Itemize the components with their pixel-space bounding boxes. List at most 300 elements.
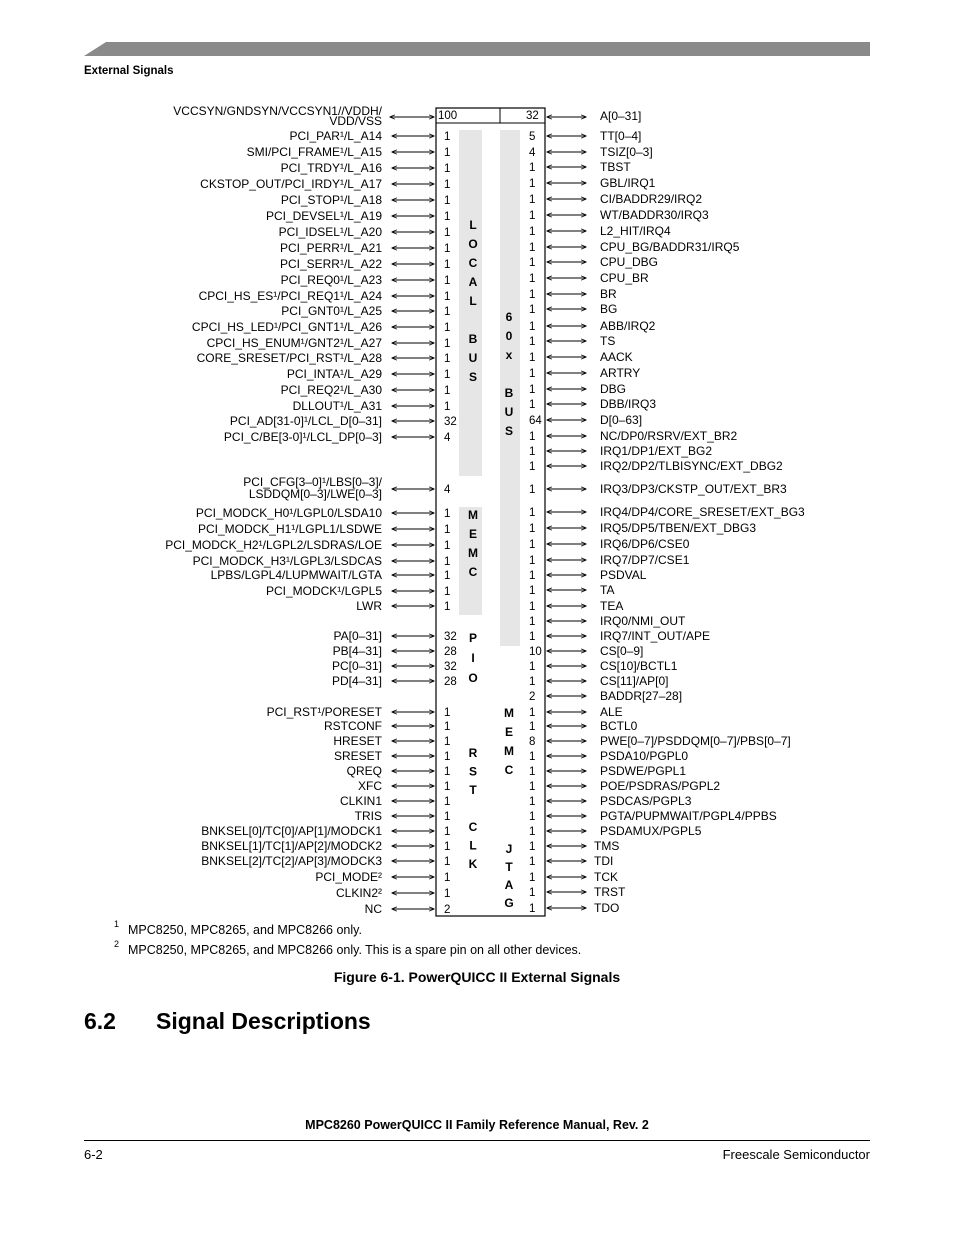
pin-count: 1 — [444, 781, 451, 793]
pin-label: CPU_BR — [600, 271, 649, 285]
pin-label: PCI_CFG[3–0]¹/LBS[0–3]/ — [243, 475, 382, 489]
left-pin-row — [347, 764, 451, 778]
footer-rule — [84, 1140, 870, 1141]
right-pin-row — [529, 160, 631, 174]
pin-label: PSDWE/PGPL1 — [600, 764, 687, 778]
right-pin-row — [529, 176, 656, 190]
left-pin-row — [197, 351, 451, 365]
pin-count: 1 — [529, 484, 536, 496]
pin-count: 28 — [444, 676, 457, 688]
pin-label: IRQ3/DP3/CKSTP_OUT/EXT_BR3 — [600, 482, 787, 496]
pin-label: PGTA/PUPMWAIT/PGPL4/PPBS — [600, 809, 777, 823]
pin-count: 1 — [444, 556, 451, 568]
left-pin-group — [165, 129, 457, 916]
address-pin-count: 32 — [526, 110, 539, 122]
footnote-mark: 1 — [114, 919, 120, 929]
left-pin-row — [365, 902, 451, 916]
pin-label: BADDR[27–28] — [600, 689, 683, 703]
pin-count: 32 — [444, 661, 457, 673]
pin-count: 1 — [529, 585, 536, 597]
pin-label: PCI_INTA¹/L_A29 — [286, 367, 382, 381]
top-pins — [173, 104, 641, 128]
power-pin-count: 100 — [438, 110, 458, 122]
right-pin-row — [529, 459, 783, 473]
pin-label: TRST — [594, 885, 626, 899]
pin-count: 1 — [529, 523, 536, 535]
memc-letter: C — [504, 763, 514, 777]
pin-label: PB[4–31] — [332, 644, 382, 658]
pin-label: PCI_AD[31-0]¹/LCL_D[0–31] — [229, 414, 382, 428]
pin-label: PCI_RST¹/PORESET — [266, 705, 382, 719]
pin-label: PCI_PAR¹/L_A14 — [289, 129, 382, 143]
pin-count: 1 — [529, 289, 536, 301]
pin-label: SRESET — [333, 749, 382, 763]
pin-label: TSIZ[0–3] — [600, 145, 653, 159]
pin-count: 1 — [444, 570, 451, 582]
pin-count: 1 — [444, 369, 451, 381]
left-pin-row — [333, 734, 450, 748]
right-pin-row — [529, 537, 690, 551]
pin-count: 1 — [529, 811, 536, 823]
pin-count: 2 — [444, 904, 451, 916]
rst-clk-letter: K — [468, 857, 478, 871]
local-bus-letter: U — [468, 351, 478, 365]
pin-count: 1 — [444, 275, 451, 287]
pin-count: 1 — [444, 508, 451, 520]
pio-letter: I — [471, 651, 475, 665]
right-pin-row — [529, 629, 710, 643]
pin-label: CLKIN1 — [339, 794, 382, 808]
pin-label: PSDVAL — [600, 568, 647, 582]
pin-label: BR — [600, 287, 617, 301]
right-pin-row — [529, 366, 640, 380]
pin-count: 1 — [529, 841, 536, 853]
pin-count: 2 — [529, 691, 536, 703]
local-bus-letter: L — [469, 294, 477, 308]
left-pin-row — [266, 209, 450, 223]
pin-label: PCI_SERR¹/L_A22 — [279, 257, 382, 271]
right-pin-row — [529, 885, 626, 899]
pin-label: BCTL0 — [600, 719, 638, 733]
pin-label: TCK — [594, 870, 618, 884]
local-bus-letter: L — [469, 218, 477, 232]
pin-label: LSDDQM[0–3]/LWE[0–3] — [248, 487, 382, 501]
pin-count: 8 — [529, 736, 536, 748]
pio-letter: P — [468, 631, 478, 645]
pin-count: 1 — [529, 399, 536, 411]
pin-label: DBB/IRQ3 — [600, 397, 657, 411]
pin-label: IRQ7/INT_OUT/APE — [600, 629, 711, 643]
right-pin-row — [529, 334, 615, 348]
pin-label: PCI_MODCK_H0¹/LGPL0/LSDA10 — [195, 506, 382, 520]
right-pin-row — [529, 413, 642, 427]
rst-clk-letter: C — [468, 820, 478, 834]
jtag-letter: T — [505, 860, 513, 874]
pin-count: 32 — [444, 416, 457, 428]
left-pin-row — [165, 538, 450, 552]
left-pin-row — [281, 273, 451, 287]
pin-count: 1 — [529, 336, 536, 348]
pin-label: PCI_TRDY¹/L_A16 — [280, 161, 382, 175]
left-pin-row — [201, 824, 450, 838]
pin-label: PC[0–31] — [331, 659, 382, 673]
pin-label: PCI_REQ0¹/L_A23 — [280, 273, 382, 287]
right-pin-row — [529, 809, 777, 823]
pin-label: IRQ0/NMI_OUT — [600, 614, 686, 628]
pin-label: CS[10]/BCTL1 — [600, 659, 678, 673]
pin-label: ARTRY — [600, 366, 641, 380]
pin-count: 1 — [529, 194, 536, 206]
pin-count: 1 — [444, 766, 451, 778]
left-pin-row — [199, 289, 451, 303]
left-pin-row — [193, 554, 451, 568]
pin-label: PSDAMUX/PGPL5 — [600, 824, 702, 838]
bus-60x-letter: U — [504, 405, 514, 419]
left-pin-row — [332, 674, 457, 688]
pin-count: 1 — [444, 707, 451, 719]
pin-label: TA — [600, 583, 615, 597]
rst-clk-letter: T — [469, 783, 477, 797]
pin-count: 1 — [444, 385, 451, 397]
pin-label: CI/BADDR29/IRQ2 — [600, 192, 703, 206]
right-pin-row — [529, 779, 720, 793]
pin-label: CPCI_HS_LED¹/PCI_GNT1¹/L_A26 — [191, 320, 382, 334]
pin-label: PCI_IDSEL¹/L_A20 — [278, 225, 382, 239]
pin-count: 1 — [444, 338, 451, 350]
pin-label: LWR — [356, 599, 382, 613]
right-pin-row — [529, 271, 649, 285]
right-pin-row — [529, 129, 641, 143]
left-pin-row — [196, 506, 450, 520]
pin-label: PCI_MODE² — [315, 870, 382, 884]
pin-label: DBG — [600, 382, 627, 396]
bus-60x-letter: 6 — [505, 310, 513, 324]
right-pin-row — [529, 255, 658, 269]
memc-left-shading — [459, 507, 482, 615]
pin-count: 1 — [529, 539, 536, 551]
pin-count: 1 — [529, 431, 536, 443]
pin-label: ALE — [600, 705, 623, 719]
pin-count: 1 — [444, 211, 451, 223]
pin-label: TT[0–4] — [600, 129, 642, 143]
pin-count: 1 — [529, 162, 536, 174]
section-heading — [84, 1008, 371, 1035]
pin-count: 1 — [529, 570, 536, 582]
pin-label: PCI_GNT0¹/L_A25 — [281, 304, 382, 318]
pin-label: HRESET — [333, 734, 382, 748]
pin-label: IRQ1/DP1/EXT_BG2 — [600, 444, 713, 458]
right-pin-row — [529, 764, 686, 778]
left-pin-row — [266, 584, 450, 598]
memc-letter: M — [468, 546, 478, 560]
left-pin-row — [281, 193, 451, 207]
pin-label: CLKIN2² — [335, 886, 382, 900]
memc-letter: M — [504, 744, 514, 758]
pin-label: TEA — [600, 599, 624, 613]
right-pin-row — [529, 794, 692, 808]
pin-count: 1 — [529, 721, 536, 733]
pin-count: 1 — [529, 461, 536, 473]
pin-count: 28 — [444, 646, 457, 658]
right-pin-row — [529, 505, 805, 519]
pin-label: PSDA10/PGPL0 — [600, 749, 689, 763]
local-bus-letter: S — [468, 370, 478, 384]
pin-count: 1 — [444, 243, 451, 255]
pin-count: 1 — [529, 616, 536, 628]
pin-label: BNKSEL[1]/TC[1]/AP[2]/MODCK2 — [201, 839, 382, 853]
pin-label: PCI_PERR¹/L_A21 — [279, 241, 382, 255]
pin-count: 1 — [529, 257, 536, 269]
pin-count: 1 — [529, 446, 536, 458]
left-pin-row — [201, 839, 450, 853]
power-pins-label: VCCSYN/GNDSYN/VCCSYN1//VDDH/ — [173, 104, 382, 118]
pin-count: 1 — [444, 131, 451, 143]
local-bus-letter: C — [468, 256, 478, 270]
pin-count: 1 — [529, 210, 536, 222]
pin-label: PD[4–31] — [331, 674, 382, 688]
pin-label: BNKSEL[0]/TC[0]/AP[1]/MODCK1 — [201, 824, 382, 838]
left-pin-row — [211, 568, 451, 582]
memc-letter: M — [468, 508, 478, 522]
pin-count: 1 — [529, 766, 536, 778]
pin-label: XFC — [358, 779, 382, 793]
rst-clk-letter: L — [469, 838, 477, 853]
pin-label: TDO — [594, 901, 620, 915]
power-pins-label: VDD/VSS — [329, 114, 382, 128]
pin-label: RSTCONF — [324, 719, 382, 733]
pin-label: CS[11]/AP[0] — [600, 674, 669, 688]
right-pin-row — [529, 659, 678, 673]
section-title: Signal Descriptions — [156, 1008, 371, 1034]
pin-count: 1 — [444, 524, 451, 536]
pin-count: 1 — [529, 826, 536, 838]
right-pin-row — [529, 870, 618, 884]
pin-label: SMI/PCI_FRAME¹/L_A15 — [246, 145, 382, 159]
pin-label: TMS — [594, 839, 620, 853]
pin-count: 1 — [444, 601, 451, 613]
left-pin-row — [280, 241, 450, 255]
pin-label: PA[0–31] — [333, 629, 382, 643]
right-pin-row — [529, 192, 702, 206]
right-pin-row — [529, 583, 614, 597]
pin-label: CS[0–9] — [600, 644, 644, 658]
pin-count: 1 — [444, 811, 451, 823]
pin-count: 1 — [529, 796, 536, 808]
right-pin-row — [529, 240, 740, 254]
pin-label: PCI_MODCK_H1¹/LGPL1/LSDWE — [197, 522, 382, 536]
pin-count: 1 — [444, 721, 451, 733]
right-pin-row — [529, 287, 617, 301]
left-pin-row — [200, 177, 450, 191]
local-bus-letter: A — [468, 275, 478, 289]
pin-label: TDI — [594, 854, 614, 868]
pin-count: 4 — [529, 147, 536, 159]
pin-count: 1 — [444, 796, 451, 808]
right-pin-row — [529, 429, 737, 443]
left-pin-row — [334, 749, 450, 763]
pin-count: 1 — [444, 888, 451, 900]
pin-count: 1 — [444, 586, 451, 598]
pin-count: 1 — [529, 384, 536, 396]
right-pin-row — [529, 901, 619, 915]
pin-label: PCI_MODCK_H3¹/LGPL3/LSDCAS — [192, 554, 382, 568]
bus-60x-letter: 0 — [505, 329, 513, 343]
pin-label: DLLOUT¹/L_A31 — [292, 399, 382, 413]
pin-label: PCI_C/BE[3-0]¹/LCL_DP[0–3] — [223, 430, 382, 444]
left-pin-row — [334, 629, 457, 643]
pin-count: 1 — [529, 856, 536, 868]
pin-label: IRQ2/DP2/TLBISYNC/EXT_DBG2 — [600, 459, 783, 473]
pin-count: 1 — [529, 601, 536, 613]
right-pin-row — [529, 319, 656, 333]
pin-count: 1 — [444, 751, 451, 763]
pin-label: NC — [364, 902, 382, 916]
pin-label: TRIS — [354, 809, 382, 823]
pin-label: PCI_REQ2¹/L_A30 — [280, 383, 382, 397]
left-pin-row — [280, 257, 450, 271]
pin-label: CKSTOP_OUT/PCI_IRDY¹/L_A17 — [200, 177, 382, 191]
pin-label: CPCI_HS_ES¹/PCI_REQ1¹/L_A24 — [198, 289, 382, 303]
pin-label: BG — [600, 302, 618, 316]
pin-count: 1 — [444, 163, 451, 175]
pin-count: 1 — [529, 273, 536, 285]
left-pin-row — [340, 794, 450, 808]
pin-count: 1 — [444, 736, 451, 748]
pin-count: 5 — [529, 131, 536, 143]
right-pin-row — [529, 224, 671, 238]
figure-caption: Figure 6-1. PowerQUICC II External Signals — [333, 969, 621, 985]
left-pin-row — [192, 320, 450, 334]
right-pin-row — [529, 521, 756, 535]
left-pin-row — [230, 414, 457, 428]
left-pin-row — [332, 659, 457, 673]
pin-count: 1 — [529, 631, 536, 643]
footnote-text: MPC8250, MPC8265, and MPC8266 only. This is a spare pin on all other devices. — [128, 943, 582, 957]
left-pin-row — [333, 644, 457, 658]
pin-label: AACK — [600, 350, 633, 364]
address-pins-label: A[0–31] — [600, 109, 642, 123]
pin-count: 1 — [444, 195, 451, 207]
pin-count: 64 — [529, 415, 542, 427]
pin-count: 1 — [529, 178, 536, 190]
local-bus-letter: O — [468, 237, 478, 251]
jtag-letter: J — [505, 842, 513, 856]
pin-count: 1 — [529, 321, 536, 333]
pin-count: 1 — [444, 291, 451, 303]
memc-letter: E — [504, 725, 514, 739]
pin-label: LPBS/LGPL4/LUPMWAIT/LGTA — [210, 568, 382, 582]
footnote-text: MPC8250, MPC8265, and MPC8266 only. — [128, 923, 362, 937]
right-pin-row — [529, 854, 613, 868]
pin-count: 1 — [529, 555, 536, 567]
right-pin-row — [529, 302, 617, 316]
right-pin-row — [529, 689, 682, 703]
pin-count: 1 — [529, 707, 536, 719]
pin-count: 1 — [529, 661, 536, 673]
pin-label: GBL/IRQ1 — [600, 176, 656, 190]
pin-count: 1 — [444, 826, 451, 838]
right-pin-row — [529, 674, 668, 688]
right-pin-row — [529, 382, 626, 396]
right-pin-row — [529, 208, 709, 222]
pin-count: 1 — [529, 242, 536, 254]
pin-count: 1 — [444, 353, 451, 365]
right-pin-row — [529, 824, 702, 838]
left-pin-row — [243, 475, 451, 501]
external-signals-diagram — [0, 100, 954, 920]
pin-label: IRQ7/DP7/CSE1 — [600, 553, 690, 567]
right-pin-group — [529, 129, 805, 915]
footnote-mark: 2 — [114, 939, 120, 949]
pin-label: CPU_BG/BADDR31/IRQ5 — [600, 240, 740, 254]
pin-label: PSDCAS/PGPL3 — [600, 794, 692, 808]
left-pin-row — [247, 145, 451, 159]
section-number: 6.2 — [84, 1008, 116, 1034]
pin-count: 1 — [529, 507, 536, 519]
pin-count: 1 — [529, 676, 536, 688]
right-pin-row — [529, 749, 688, 763]
pin-label: IRQ4/DP4/CORE_SRESET/EXT_BG3 — [600, 505, 805, 519]
memc-letter: M — [504, 706, 514, 720]
pin-label: PCI_MODCK¹/LGPL5 — [265, 584, 382, 598]
pin-label: CPCI_HS_ENUM¹/GNT2¹/L_A27 — [206, 336, 382, 350]
left-pin-row — [281, 383, 451, 397]
pin-count: 1 — [444, 872, 451, 884]
running-header: External Signals — [84, 65, 174, 77]
left-pin-row — [336, 886, 450, 900]
right-pin-row — [529, 397, 656, 411]
pin-label: CORE_SRESET/PCI_RST¹/L_A28 — [196, 351, 382, 365]
rst-clk-letter: S — [468, 764, 478, 779]
pin-label: PCI_MODCK_H2¹/LGPL2/LSDRAS/LOE — [165, 538, 382, 552]
left-pin-row — [207, 336, 451, 350]
pin-label: IRQ6/DP6/CSE0 — [600, 537, 690, 551]
left-pin-row — [224, 430, 451, 444]
header-banner — [84, 42, 870, 56]
left-pin-row — [315, 870, 450, 884]
rst-clk-letter: R — [468, 746, 478, 760]
pin-label: PWE[0–7]/PSDDQM[0–7]/PBS[0–7] — [600, 734, 791, 748]
pin-count: 1 — [529, 887, 536, 899]
right-pin-row — [529, 444, 712, 458]
bus-60x-letter: S — [504, 424, 514, 438]
pin-label: PCI_STOP¹/L_A18 — [280, 193, 382, 207]
pin-count: 1 — [529, 226, 536, 238]
jtag-letter: A — [504, 878, 514, 892]
pin-count: 1 — [444, 322, 451, 334]
left-pin-row — [324, 719, 450, 733]
pin-count: 1 — [529, 903, 536, 915]
pin-label: POE/PSDRAS/PGPL2 — [600, 779, 721, 793]
pin-label: CPU_DBG — [600, 255, 659, 269]
right-pin-row — [529, 614, 686, 628]
pin-label: QREQ — [346, 764, 382, 778]
pin-count: 1 — [529, 368, 536, 380]
pin-count: 1 — [529, 781, 536, 793]
bus-60x-letter: x — [505, 348, 513, 362]
pin-label: TS — [600, 334, 616, 348]
right-pin-row — [529, 145, 653, 159]
right-pin-row — [529, 734, 791, 748]
pin-label: NC/DP0/RSRV/EXT_BR2 — [600, 429, 738, 443]
right-pin-row — [529, 599, 623, 613]
left-pin-row — [198, 522, 450, 536]
pin-count: 4 — [444, 484, 451, 496]
left-pin-row — [290, 129, 451, 143]
right-pin-row — [529, 553, 690, 567]
left-pin-row — [293, 399, 451, 413]
page-number: 6-2 — [84, 1147, 103, 1162]
